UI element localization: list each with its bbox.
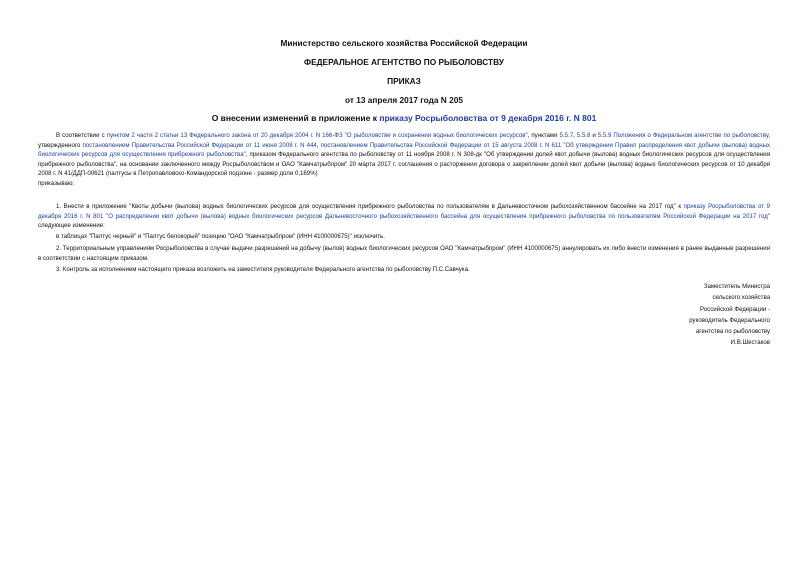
signatory-name: И.В.Шестаков [730, 339, 770, 347]
item-1-text: следующее изменение: [38, 222, 105, 230]
signature-line: Заместитель Министра [703, 283, 770, 290]
item-2: 2. Территориальным управлениям Росрыболовства в случае выдачи разрешений на добычу (вылов) водных биологических ресурсов ОАО "Камчатрыбпром" (ИНН 4100000675) аннулировать их либо внести изменения в ранее выданные разрешения в соответствии с настоящим приказом. [38, 245, 770, 262]
order-801-link[interactable]: приказу Росрыболовства от 9 декабря 2016 г. N 801 "О распределении квот добычи (вылова) водных биологических ресурсов Дальневосточного рыбохозяйственного бассейна для осуществления прибрежного рыболовства по пользователям Российской Федерации на 2017 год" [38, 203, 771, 220]
clause-link-557[interactable]: 5.5.7 [559, 132, 574, 139]
clause-link-559[interactable]: 5.5.9 Положения о Федеральном агентстве по рыболовству [597, 132, 769, 139]
order-date: от 13 апреля 2017 года N 205 [345, 95, 463, 105]
signature-line: агентства по рыболовству [695, 328, 770, 336]
subject-link[interactable]: приказу Росрыболовства от 9 декабря 2016 г. N 801 [379, 113, 597, 123]
item-1 [38, 202, 770, 231]
item-3: 3. Контроль за исполнением настоящего приказа возложить на заместителя руководителя Федерального агентства по рыболовству П.С.Савчука. [56, 266, 470, 273]
law-link[interactable]: пунктом 2 части 2 статьи 13 Федерального закона от 20 декабря 2004 г. N 166-ФЗ "О рыболовстве и сохранении водных биологических ресурсов" [106, 132, 528, 139]
preamble-text: , пунктами [527, 132, 560, 139]
subject-text: О внесении изменений в приложение к [211, 113, 380, 123]
signature-line: Российской Федерации - [700, 305, 770, 313]
signature-block [630, 281, 770, 349]
order-title: ПРИКАЗ [387, 76, 421, 86]
agency-heading: ФЕДЕРАЛЬНОЕ АГЕНТСТВО ПО РЫБОЛОВСТВУ [304, 57, 504, 67]
clause-link-558[interactable]: 5.5.8 [576, 132, 591, 139]
preamble-text: , [316, 141, 321, 149]
signature-line: руководитель Федерального [689, 316, 770, 324]
preamble-text: , утвержденного [38, 132, 770, 149]
decree-444-link[interactable]: постановлением Правительства Российской Федерации от 11 июня 2008 г. N 444 [82, 141, 317, 149]
preamble-text: , приказом Федерального агентства по рыболовству от 11 ноября 2008 г. N 308-дк "Об утверждении долей квот добычи (вылова) водных биологических ресурсов для осуществления прибрежного рыболовства", на основании заключенного между Росрыболовством и ОАО "Камчатрыбпром" 20 марта 2017 г. соглашения о расторжении договора о закреплении долей квот добычи (вылова) водных биологических ресурсов от 10 декабря 2008 г. N 41/ДДП-00621 (палтусы в Петропавловско-Командорской подзоне - размер доли 0,169%) [38, 151, 770, 178]
preamble-paragraph [38, 131, 770, 189]
decree-611-link[interactable]: постановлением Правительства Российской Федерации от 15 августа 2008 г. N 611 "Об утверждении Правил распределения квот добычи (вылова) водных биологических ресурсов для осуществления прибрежного рыболовства" [38, 141, 770, 159]
signature-line: сельского хозяйства [712, 294, 770, 302]
item-1-text: 1. Внести в приложение "Квоты добычи (вылова) водных биологических ресурсов для осуществления прибрежного рыболовства по пользователям в Дальневосточном рыбохозяйственном бассейне на 2017 год" к [56, 203, 684, 210]
order-subject [38, 113, 770, 123]
preamble-text: , [573, 132, 577, 139]
preamble-text: В соответствии с [56, 132, 107, 139]
preamble-text: и [590, 132, 598, 139]
item-1-detail: в таблицах "Палтус черный" и "Палтус белокорый" позицию "ОАО "Камчатрыбпром" (ИНН 4100000675)" исключить. [56, 233, 385, 240]
order-verb: приказываю: [38, 179, 75, 187]
ministry-heading: Министерство сельского хозяйства Российской Федерации [280, 38, 528, 48]
